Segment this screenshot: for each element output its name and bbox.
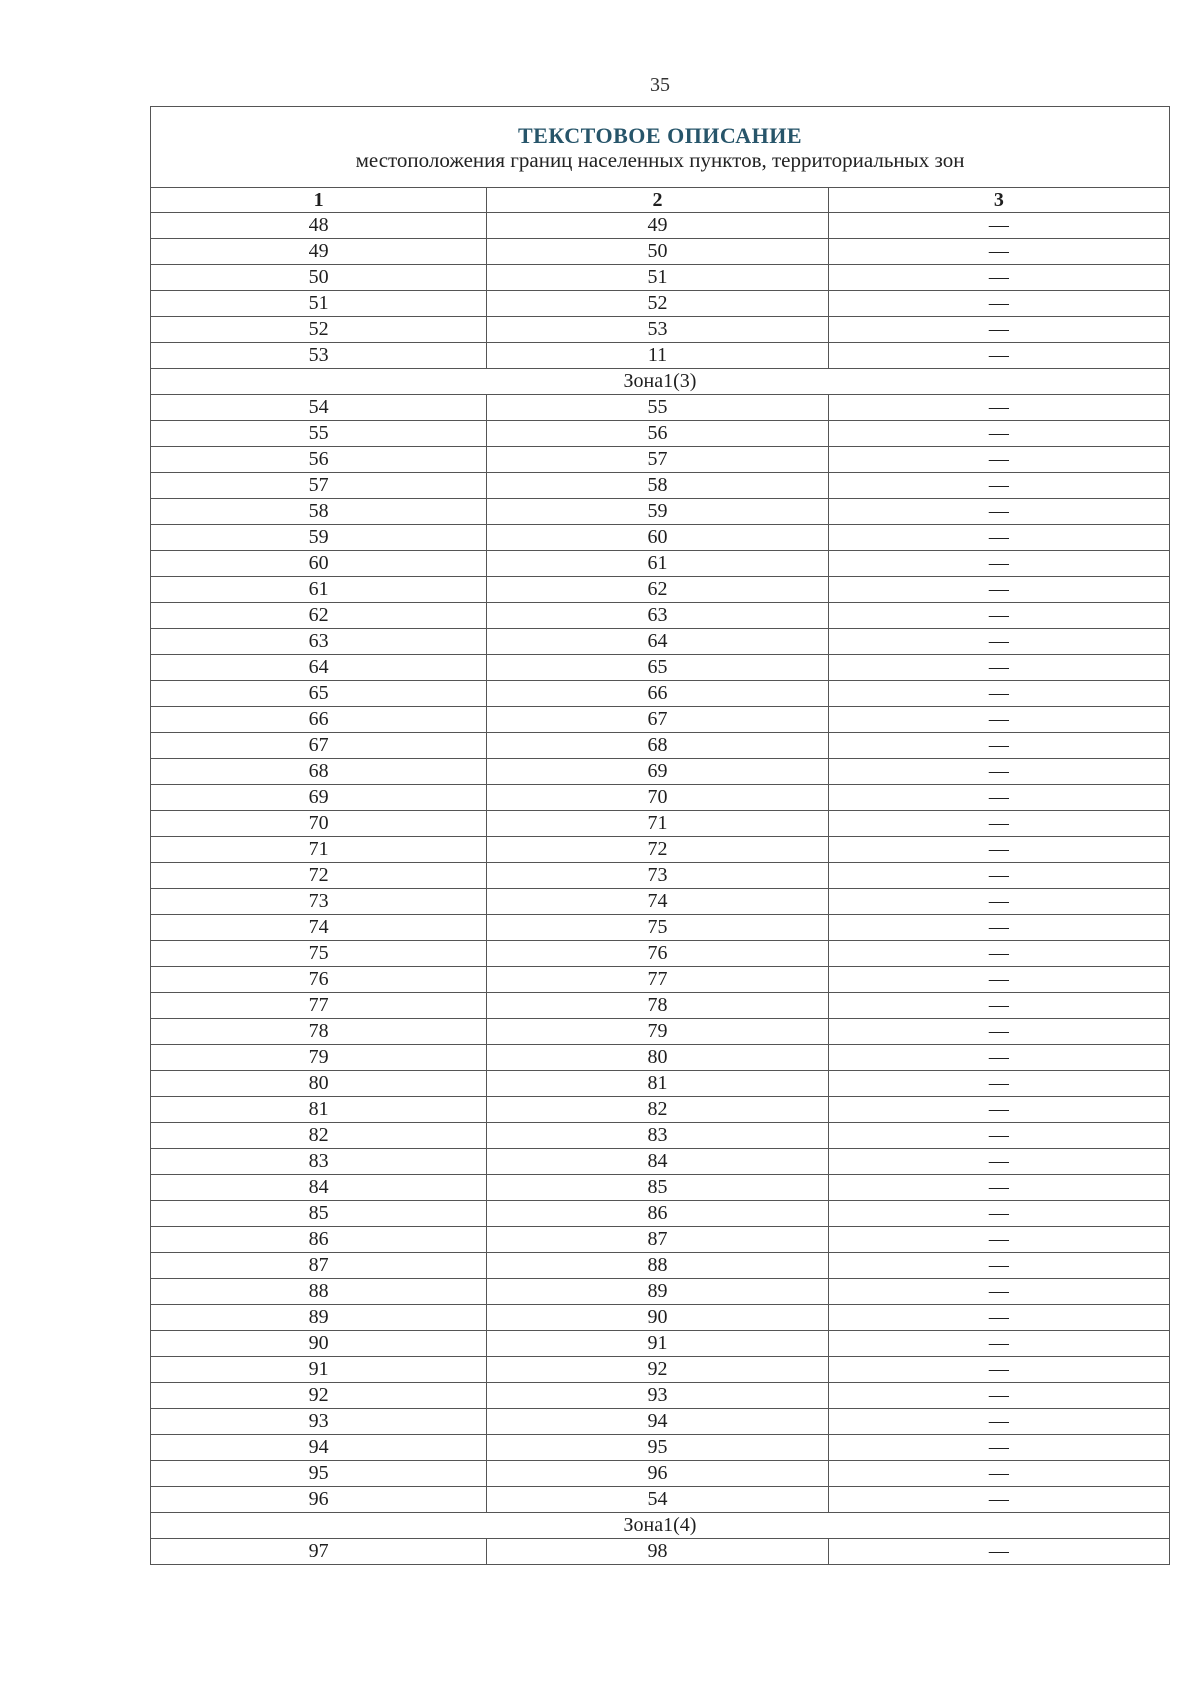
from-point-cell: 62 — [151, 603, 487, 629]
table-row — [151, 681, 1170, 707]
description-cell: — — [828, 993, 1169, 1019]
from-point-cell: 48 — [151, 213, 487, 239]
table-row — [151, 1045, 1170, 1071]
from-point-cell: 59 — [151, 525, 487, 551]
from-point-cell: 83 — [151, 1149, 487, 1175]
description-cell: — — [828, 1149, 1169, 1175]
table-row — [151, 655, 1170, 681]
table-row — [151, 1305, 1170, 1331]
from-point-cell: 88 — [151, 1279, 487, 1305]
table-row — [151, 1071, 1170, 1097]
to-point-cell: 87 — [487, 1227, 828, 1253]
from-point-cell: 89 — [151, 1305, 487, 1331]
from-point-cell: 77 — [151, 993, 487, 1019]
to-point-cell: 64 — [487, 629, 828, 655]
table-row — [151, 967, 1170, 993]
from-point-cell: 68 — [151, 759, 487, 785]
description-cell: — — [828, 1279, 1169, 1305]
description-cell: — — [828, 473, 1169, 499]
table-row — [151, 837, 1170, 863]
to-point-cell: 83 — [487, 1123, 828, 1149]
description-cell: — — [828, 785, 1169, 811]
from-point-cell: 87 — [151, 1253, 487, 1279]
to-point-cell: 75 — [487, 915, 828, 941]
description-cell: — — [828, 1071, 1169, 1097]
to-point-cell: 65 — [487, 655, 828, 681]
description-cell: — — [828, 759, 1169, 785]
to-point-cell: 89 — [487, 1279, 828, 1305]
from-point-cell: 75 — [151, 941, 487, 967]
table-title: ТЕКСТОВОЕ ОПИСАНИЕ — [517, 123, 802, 148]
to-point-cell: 86 — [487, 1201, 828, 1227]
table-row — [151, 1487, 1170, 1513]
description-cell: — — [828, 707, 1169, 733]
description-cell: — — [828, 265, 1169, 291]
from-point-cell: 66 — [151, 707, 487, 733]
from-point-cell: 71 — [151, 837, 487, 863]
description-cell: — — [828, 1435, 1169, 1461]
table-row — [151, 1461, 1170, 1487]
from-point-cell: 81 — [151, 1097, 487, 1123]
from-point-cell: 49 — [151, 239, 487, 265]
from-point-cell: 57 — [151, 473, 487, 499]
to-point-cell: 68 — [487, 733, 828, 759]
to-point-cell: 77 — [487, 967, 828, 993]
from-point-cell: 67 — [151, 733, 487, 759]
from-point-cell: 93 — [151, 1409, 487, 1435]
from-point-cell: 50 — [151, 265, 487, 291]
table-row — [151, 707, 1170, 733]
description-cell: — — [828, 317, 1169, 343]
from-point-cell: 61 — [151, 577, 487, 603]
to-point-cell: 69 — [487, 759, 828, 785]
to-point-cell: 78 — [487, 993, 828, 1019]
to-point-cell: 81 — [487, 1071, 828, 1097]
zone-header-row — [151, 369, 1170, 395]
table-row — [151, 863, 1170, 889]
from-point-cell: 97 — [151, 1539, 487, 1565]
from-point-cell: 53 — [151, 343, 487, 369]
table-row — [151, 1149, 1170, 1175]
table-row — [151, 421, 1170, 447]
title-row — [151, 107, 1170, 188]
to-point-cell: 63 — [487, 603, 828, 629]
description-cell: — — [828, 655, 1169, 681]
description-cell: — — [828, 551, 1169, 577]
description-cell: — — [828, 603, 1169, 629]
from-point-cell: 95 — [151, 1461, 487, 1487]
description-cell: — — [828, 837, 1169, 863]
table-row — [151, 1253, 1170, 1279]
from-point-cell: 80 — [151, 1071, 487, 1097]
to-point-cell: 80 — [487, 1045, 828, 1071]
from-point-cell: 78 — [151, 1019, 487, 1045]
table-row — [151, 1383, 1170, 1409]
description-cell: — — [828, 1045, 1169, 1071]
from-point-cell: 64 — [151, 655, 487, 681]
to-point-cell: 58 — [487, 473, 828, 499]
description-cell: — — [828, 967, 1169, 993]
table-row — [151, 1409, 1170, 1435]
table-row — [151, 577, 1170, 603]
zone-label: Зона1(4) — [151, 1513, 1170, 1539]
from-point-cell: 85 — [151, 1201, 487, 1227]
from-point-cell: 70 — [151, 811, 487, 837]
description-cell: — — [828, 395, 1169, 421]
description-cell: — — [828, 733, 1169, 759]
table-row — [151, 1123, 1170, 1149]
description-cell: — — [828, 1305, 1169, 1331]
description-cell: — — [828, 915, 1169, 941]
column-header-3: 3 — [828, 188, 1169, 213]
description-cell: — — [828, 239, 1169, 265]
description-cell: — — [828, 1097, 1169, 1123]
description-cell: — — [828, 1487, 1169, 1513]
table-row — [151, 785, 1170, 811]
table-row — [151, 447, 1170, 473]
description-cell: — — [828, 811, 1169, 837]
from-point-cell: 56 — [151, 447, 487, 473]
table-row — [151, 1357, 1170, 1383]
table-row — [151, 759, 1170, 785]
to-point-cell: 50 — [487, 239, 828, 265]
to-point-cell: 79 — [487, 1019, 828, 1045]
to-point-cell: 71 — [487, 811, 828, 837]
table-row — [151, 941, 1170, 967]
from-point-cell: 91 — [151, 1357, 487, 1383]
description-cell: — — [828, 941, 1169, 967]
table-row — [151, 1331, 1170, 1357]
table-body — [151, 107, 1170, 1565]
from-point-cell: 51 — [151, 291, 487, 317]
to-point-cell: 85 — [487, 1175, 828, 1201]
description-cell: — — [828, 343, 1169, 369]
description-cell: — — [828, 447, 1169, 473]
to-point-cell: 98 — [487, 1539, 828, 1565]
to-point-cell: 91 — [487, 1331, 828, 1357]
to-point-cell: 92 — [487, 1357, 828, 1383]
description-cell: — — [828, 1357, 1169, 1383]
description-cell: — — [828, 681, 1169, 707]
to-point-cell: 57 — [487, 447, 828, 473]
description-cell: — — [828, 1175, 1169, 1201]
description-cell: — — [828, 525, 1169, 551]
to-point-cell: 59 — [487, 499, 828, 525]
to-point-cell: 54 — [487, 1487, 828, 1513]
table-row — [151, 1019, 1170, 1045]
table-row — [151, 1097, 1170, 1123]
column-header-row — [151, 188, 1170, 213]
description-cell: — — [828, 1253, 1169, 1279]
table-row — [151, 915, 1170, 941]
from-point-cell: 58 — [151, 499, 487, 525]
table-subtitle: местоположения границ населенных пунктов, территориальных зон — [355, 148, 965, 172]
table-row — [151, 811, 1170, 837]
table-row — [151, 993, 1170, 1019]
to-point-cell: 56 — [487, 421, 828, 447]
description-cell: — — [828, 213, 1169, 239]
from-point-cell: 65 — [151, 681, 487, 707]
from-point-cell: 63 — [151, 629, 487, 655]
from-point-cell: 96 — [151, 1487, 487, 1513]
from-point-cell: 69 — [151, 785, 487, 811]
table-row — [151, 213, 1170, 239]
to-point-cell: 93 — [487, 1383, 828, 1409]
table-row — [151, 733, 1170, 759]
description-cell: — — [828, 499, 1169, 525]
table-row — [151, 343, 1170, 369]
description-cell: — — [828, 1383, 1169, 1409]
to-point-cell: 72 — [487, 837, 828, 863]
to-point-cell: 53 — [487, 317, 828, 343]
from-point-cell: 72 — [151, 863, 487, 889]
to-point-cell: 70 — [487, 785, 828, 811]
title-cell — [151, 107, 1170, 188]
from-point-cell: 79 — [151, 1045, 487, 1071]
table-row — [151, 551, 1170, 577]
from-point-cell: 82 — [151, 1123, 487, 1149]
to-point-cell: 94 — [487, 1409, 828, 1435]
column-header-2: 2 — [487, 188, 828, 213]
from-point-cell: 74 — [151, 915, 487, 941]
from-point-cell: 84 — [151, 1175, 487, 1201]
table-row — [151, 1279, 1170, 1305]
description-cell: — — [828, 1331, 1169, 1357]
to-point-cell: 51 — [487, 265, 828, 291]
table-row — [151, 317, 1170, 343]
to-point-cell: 82 — [487, 1097, 828, 1123]
from-point-cell: 55 — [151, 421, 487, 447]
description-cell: — — [828, 889, 1169, 915]
to-point-cell: 62 — [487, 577, 828, 603]
from-point-cell: 60 — [151, 551, 487, 577]
to-point-cell: 11 — [487, 343, 828, 369]
table-row — [151, 395, 1170, 421]
table-row — [151, 499, 1170, 525]
page-number: 35 — [650, 74, 670, 96]
description-cell: — — [828, 1019, 1169, 1045]
to-point-cell: 95 — [487, 1435, 828, 1461]
description-cell: — — [828, 291, 1169, 317]
from-point-cell: 52 — [151, 317, 487, 343]
table-row — [151, 525, 1170, 551]
to-point-cell: 84 — [487, 1149, 828, 1175]
table-row — [151, 239, 1170, 265]
to-point-cell: 66 — [487, 681, 828, 707]
table-row — [151, 473, 1170, 499]
from-point-cell: 86 — [151, 1227, 487, 1253]
description-cell: — — [828, 629, 1169, 655]
from-point-cell: 90 — [151, 1331, 487, 1357]
zone-label: Зона1(3) — [151, 369, 1170, 395]
table-row — [151, 889, 1170, 915]
to-point-cell: 49 — [487, 213, 828, 239]
zone-header-row — [151, 1513, 1170, 1539]
from-point-cell: 54 — [151, 395, 487, 421]
description-cell: — — [828, 1227, 1169, 1253]
to-point-cell: 73 — [487, 863, 828, 889]
table-row — [151, 1227, 1170, 1253]
boundary-description-table — [150, 106, 1170, 1565]
description-cell: — — [828, 421, 1169, 447]
from-point-cell: 76 — [151, 967, 487, 993]
table-row — [151, 1539, 1170, 1565]
table-row — [151, 265, 1170, 291]
description-cell: — — [828, 1539, 1169, 1565]
to-point-cell: 52 — [487, 291, 828, 317]
description-cell: — — [828, 1409, 1169, 1435]
to-point-cell: 90 — [487, 1305, 828, 1331]
description-cell: — — [828, 863, 1169, 889]
table-row — [151, 629, 1170, 655]
description-cell: — — [828, 577, 1169, 603]
description-cell: — — [828, 1461, 1169, 1487]
to-point-cell: 55 — [487, 395, 828, 421]
to-point-cell: 74 — [487, 889, 828, 915]
to-point-cell: 96 — [487, 1461, 828, 1487]
table-row — [151, 1435, 1170, 1461]
from-point-cell: 94 — [151, 1435, 487, 1461]
from-point-cell: 73 — [151, 889, 487, 915]
table-row — [151, 1201, 1170, 1227]
to-point-cell: 60 — [487, 525, 828, 551]
to-point-cell: 61 — [487, 551, 828, 577]
from-point-cell: 92 — [151, 1383, 487, 1409]
description-cell: — — [828, 1201, 1169, 1227]
to-point-cell: 76 — [487, 941, 828, 967]
table-row — [151, 291, 1170, 317]
table-row — [151, 1175, 1170, 1201]
column-header-1: 1 — [151, 188, 487, 213]
description-cell: — — [828, 1123, 1169, 1149]
to-point-cell: 88 — [487, 1253, 828, 1279]
table-row — [151, 603, 1170, 629]
to-point-cell: 67 — [487, 707, 828, 733]
